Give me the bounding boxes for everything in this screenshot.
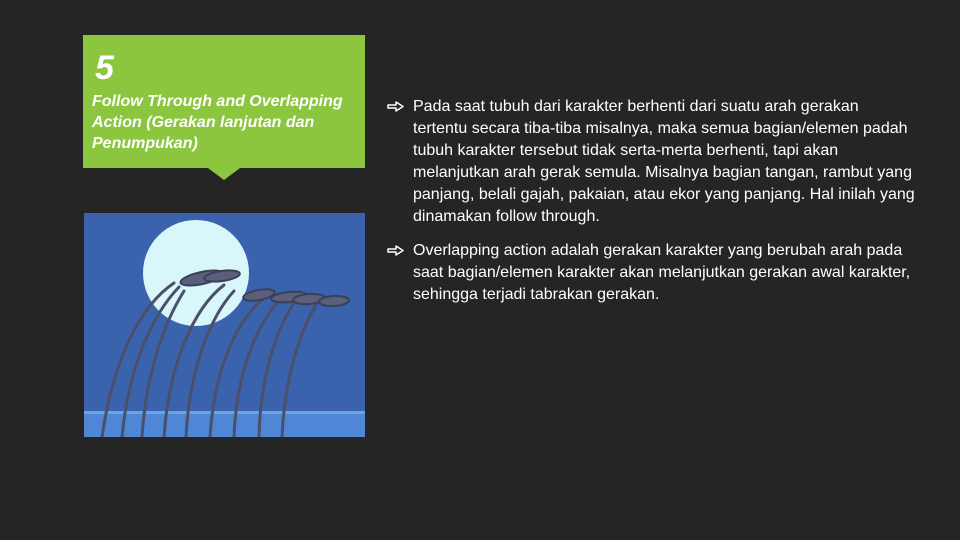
bullet-text: Overlapping action adalah gerakan karakter yang berubah arah pada saat bagian/elemen karakter akan melanjutkan gerakan awal karakter, sehingga terjadi tabrakan gerakan. (413, 242, 911, 303)
bullet-text: Pada saat tubuh dari karakter berhenti dari suatu arah gerakan tertentu secara tiba-tiba misalnya, maka semua bagian/elemen padah tubuh karakter tersebut tidak serta-merta berhenti, tapi akan melanjutkan arah gerak semula. Misalnya bagian tangan, rambut yang panjang, belali gajah, pakaian, atau ekor yang panjang. Hal inilah yang dinamakan follow through. (413, 98, 915, 225)
reed-illustration (84, 213, 365, 437)
bullet-list (385, 96, 915, 318)
bullet-item (385, 96, 915, 228)
slide-title: Follow Through and Overlapping Action (Gerakan lanjutan dan Penumpukan) (92, 93, 343, 152)
title-box (83, 35, 365, 168)
hand-pointing-icon (387, 99, 404, 114)
bullet-item (385, 240, 915, 306)
hand-pointing-icon (387, 243, 404, 258)
slide-number: 5 (95, 49, 114, 87)
